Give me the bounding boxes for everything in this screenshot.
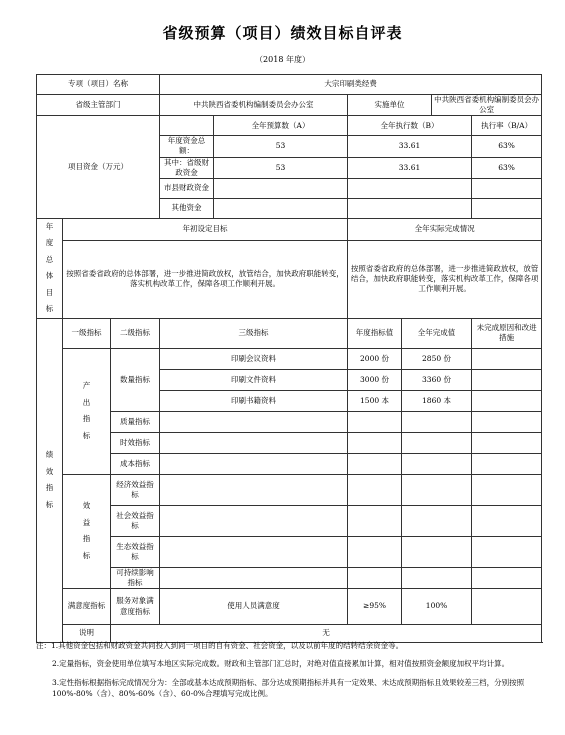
funds-row-budget (214, 198, 348, 218)
empty-cell (402, 453, 472, 474)
empty-cell (160, 474, 348, 505)
funds-row-executed (348, 198, 472, 218)
perf-header-level1: 一级指标 (63, 318, 111, 348)
indicator-item-target: 2000 份 (348, 348, 402, 369)
implementer-label: 实施单位 (348, 95, 432, 116)
department-value: 中共陕西省委机构编制委员会办公室 (160, 95, 348, 116)
note-label: 说明 (63, 625, 111, 643)
empty-cell (472, 536, 542, 567)
footnote-2: 2.定量指标，资金使用单位填写本地区实际完成数。财政和主管部门汇总时，对绝对值直接累加计算，相对值按照资金额度加权平均计算。 (52, 659, 510, 669)
table-row (37, 536, 542, 567)
empty-cell (348, 432, 402, 453)
empty-cell (348, 453, 402, 474)
empty-cell (472, 453, 542, 474)
perf-header-reason: 未完成原因和改进措施 (472, 318, 542, 348)
funds-row-label: 年度资金总额： (160, 136, 214, 157)
funds-row-rate: 63% (472, 157, 542, 178)
empty-cell (160, 411, 348, 432)
note-value: 无 (111, 625, 542, 643)
empty-cell (160, 453, 348, 474)
empty-cell (402, 411, 472, 432)
empty-cell (348, 505, 402, 536)
empty-cell (472, 589, 542, 625)
footnote-3: 3.定性指标根据指标完成情况分为：全部或基本达成预期指标、部分达成预期指标并具有一定效果、未达成预期指标且效果较差三档，分别按照 100%-80%（含）、80%-60%（含）、60-0%合理填写完成比例。 (52, 677, 525, 698)
indicator-item-reason (472, 390, 542, 411)
funds-row-label: 其他资金 (160, 198, 214, 218)
table-row (37, 474, 542, 505)
footnote-1: 注：1.其他资金包括和财政资金共同投入到同一项目的自有资金、社会资金，以及以前年度的结转结余资金等。 (36, 641, 404, 650)
funds-row-rate: 63% (472, 136, 542, 157)
cost-indicator-label: 成本指标 (111, 453, 160, 474)
goal-done-header: 全年实际完成情况 (348, 218, 542, 240)
table-row (37, 567, 542, 588)
empty-cell (348, 567, 402, 588)
empty-cell (160, 536, 348, 567)
empty-cell (402, 567, 472, 588)
satisfaction-indicator-label: 满意度指标 (63, 589, 111, 625)
indicator-item-name: 印刷文件资料 (160, 369, 348, 390)
table-row (37, 432, 542, 453)
footnotes (36, 640, 546, 706)
funds-header-rate: 执行率（B/A） (472, 116, 542, 136)
ecological-indicator-label: 生态效益指标 (111, 536, 160, 567)
quantity-indicator-label: 数量指标 (111, 348, 160, 411)
benefit-indicator-label: 效益指标 (63, 474, 111, 588)
empty-cell (348, 411, 402, 432)
department-label: 省级主管部门 (37, 95, 160, 116)
indicator-item-name: 印刷会议资料 (160, 348, 348, 369)
table-row (37, 505, 542, 536)
goal-set-text: 按照省委省政府的总体部署，进一步推进简政放权，放管结合，加快政府职能转变，落实机构改革工作，保障各项工作顺利开展。 (63, 240, 348, 318)
funds-header-budget: 全年预算数（A） (214, 116, 348, 136)
indicator-item-target: 3000 份 (348, 369, 402, 390)
timeliness-indicator-label: 时效指标 (111, 432, 160, 453)
empty-cell (160, 505, 348, 536)
perf-header-actual: 全年完成值 (402, 318, 472, 348)
empty-cell (472, 432, 542, 453)
table-row (37, 589, 542, 625)
table-row (37, 348, 542, 369)
economic-indicator-label: 经济效益指标 (111, 474, 160, 505)
funds-header-executed: 全年执行数（B） (348, 116, 472, 136)
empty-cell (472, 474, 542, 505)
funds-row-budget: 53 (214, 136, 348, 157)
empty-cell (402, 432, 472, 453)
project-name-label: 专项（项目）名称 (37, 75, 160, 95)
indicator-item-reason (472, 369, 542, 390)
indicator-item-reason (472, 348, 542, 369)
page-title: 省级预算（项目）绩效目标自评表 (162, 24, 403, 42)
satisfaction-item-actual: 100% (402, 589, 472, 625)
output-indicator-label: 产出指标 (63, 348, 111, 474)
service-satisfaction-label: 服务对象满意度指标 (111, 589, 160, 625)
indicator-item-actual: 3360 份 (402, 369, 472, 390)
quality-indicator-label: 质量指标 (111, 411, 160, 432)
performance-label: 绩效指标 (37, 318, 63, 642)
indicator-item-actual: 2850 份 (402, 348, 472, 369)
empty-cell (348, 474, 402, 505)
funds-row-executed: 33.61 (348, 157, 472, 178)
empty-cell (160, 432, 348, 453)
funds-row-rate (472, 178, 542, 198)
empty-cell (160, 567, 348, 588)
table-row (37, 411, 542, 432)
project-name-value: 大宗印刷类经费 (160, 75, 542, 95)
table-row (37, 453, 542, 474)
empty-cell (472, 567, 542, 588)
implementer-value: 中共陕西省委机构编制委员会办公室 (432, 95, 542, 116)
empty-cell (402, 474, 472, 505)
empty-cell (402, 536, 472, 567)
empty-cell (472, 411, 542, 432)
social-indicator-label: 社会效益指标 (111, 505, 160, 536)
indicator-item-target: 1500 本 (348, 390, 402, 411)
perf-header-level3: 三级指标 (160, 318, 348, 348)
goal-done-text: 按照省委省政府的总体部署，进一步推进简政放权，放管结合，加快政府职能转变，落实机构改革工作，保障各项工作顺利开展。 (348, 240, 542, 318)
funds-row-executed (348, 178, 472, 198)
funds-row-rate (472, 198, 542, 218)
sustainable-indicator-label: 可持续影响指标 (111, 567, 160, 588)
indicator-item-actual: 1860 本 (402, 390, 472, 411)
funds-row-budget (214, 178, 348, 198)
funds-row-executed: 33.61 (348, 136, 472, 157)
self-evaluation-table (36, 74, 542, 643)
funds-row-label: 其中：省级财政资金 (160, 157, 214, 178)
perf-header-level2: 二级指标 (111, 318, 160, 348)
funds-label: 项目资金（万元） (37, 116, 160, 219)
annual-goal-label: 年度总体目标 (37, 218, 63, 318)
satisfaction-item-target: ≥95% (348, 589, 402, 625)
funds-blank-cell (160, 116, 214, 136)
goal-set-header: 年初设定目标 (63, 218, 348, 240)
empty-cell (402, 505, 472, 536)
year-label: （2018 年度） (255, 55, 310, 64)
empty-cell (348, 536, 402, 567)
funds-row-label: 市县财政资金 (160, 178, 214, 198)
indicator-item-name: 印刷书籍资料 (160, 390, 348, 411)
funds-row-budget: 53 (214, 157, 348, 178)
perf-header-target: 年度指标值 (348, 318, 402, 348)
empty-cell (472, 505, 542, 536)
satisfaction-item-name: 使用人员满意度 (160, 589, 348, 625)
